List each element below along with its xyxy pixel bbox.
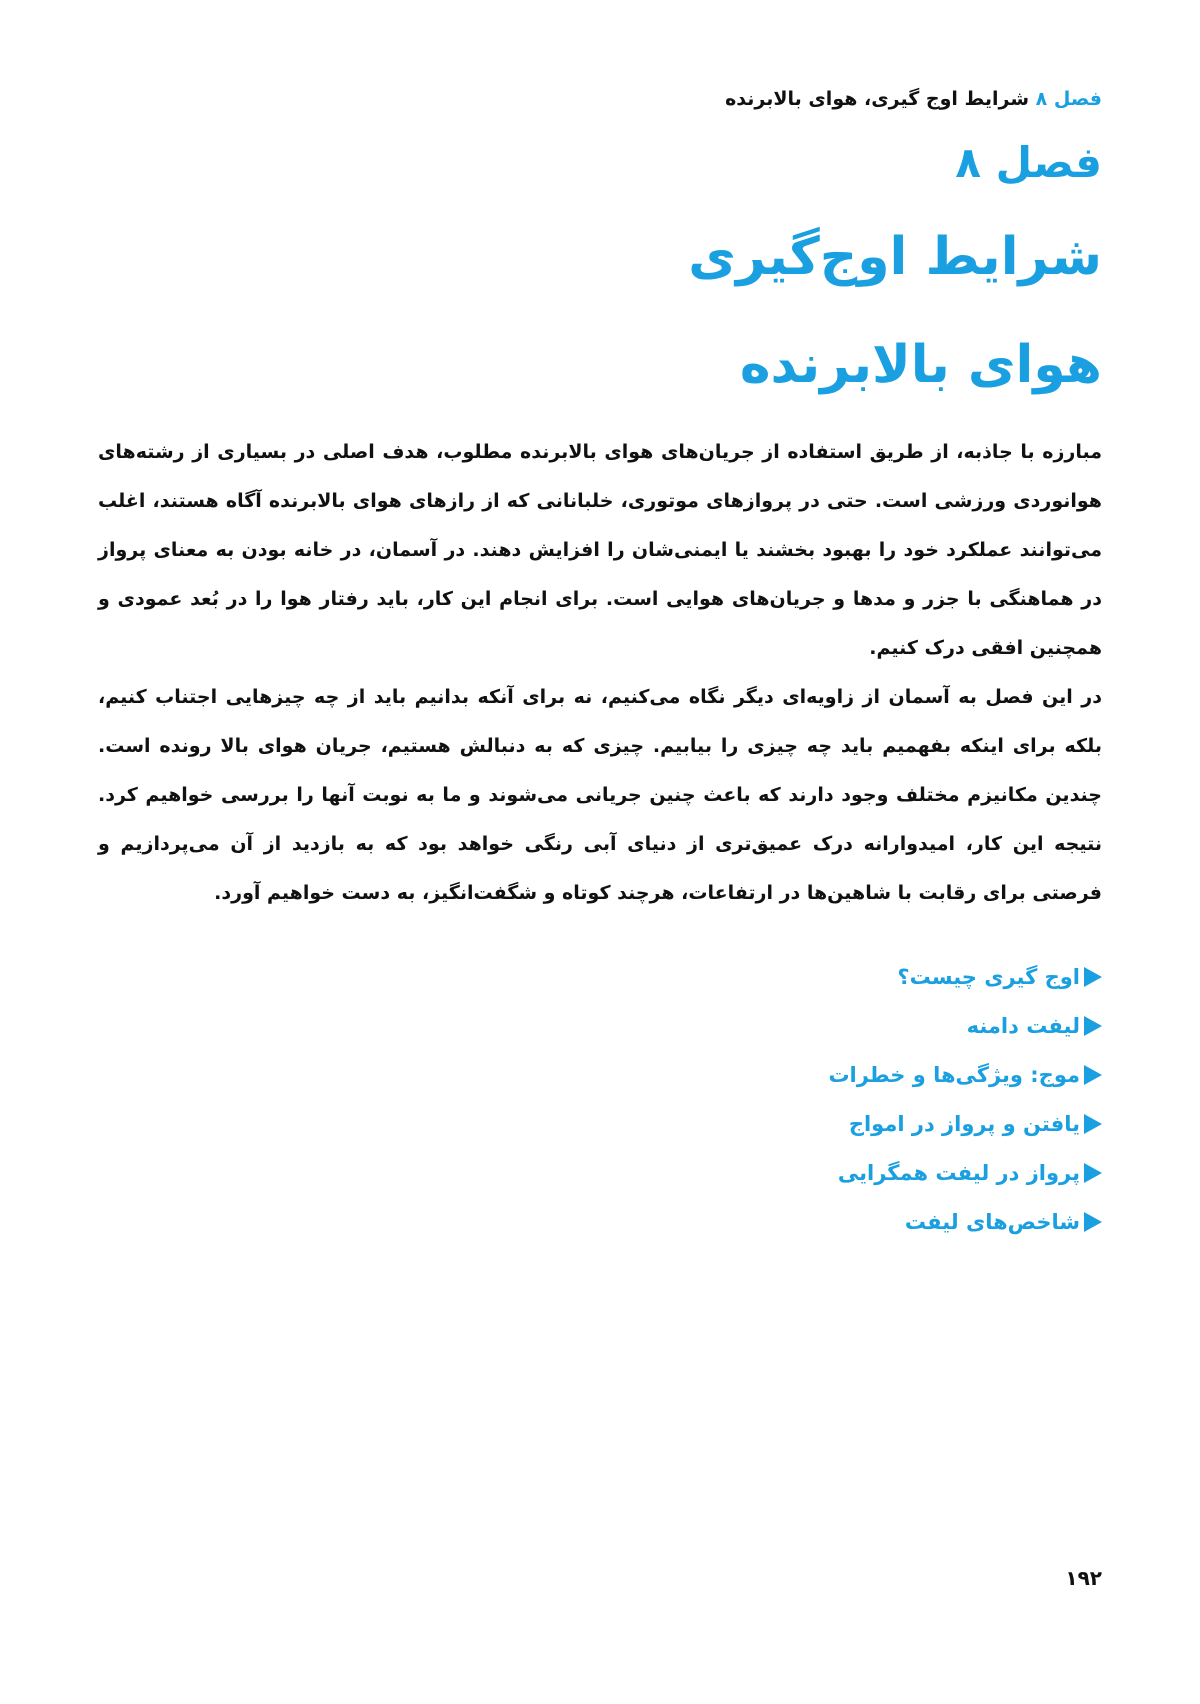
triangle-right-icon xyxy=(1084,1114,1102,1134)
section-link-finding-flying-waves[interactable] xyxy=(602,1099,1102,1148)
section-link-lift-indicators[interactable] xyxy=(602,1197,1102,1246)
section-link-label: شاخص‌های لیفت xyxy=(904,1209,1080,1234)
section-list xyxy=(602,952,1102,1246)
triangle-right-icon xyxy=(1084,1212,1102,1232)
triangle-right-icon xyxy=(1084,1016,1102,1036)
page-number: ۱۹۲ xyxy=(1065,1566,1102,1590)
triangle-right-icon xyxy=(1084,1163,1102,1183)
triangle-right-icon xyxy=(1084,967,1102,987)
running-header-chapter: فصل ۸ xyxy=(1035,88,1102,110)
triangle-right-icon xyxy=(1084,1065,1102,1085)
section-link-wave-features-hazards[interactable] xyxy=(602,1050,1102,1099)
section-link-convergence-lift[interactable] xyxy=(602,1148,1102,1197)
section-link-what-is-soaring[interactable] xyxy=(602,952,1102,1001)
section-link-label: پرواز در لیفت همگرایی xyxy=(837,1160,1080,1185)
section-link-label: یافتن و پرواز در امواج xyxy=(848,1111,1080,1136)
chapter-number: فصل ۸ xyxy=(955,138,1102,187)
chapter-title-line1: شرایط اوج‌گیری xyxy=(688,227,1102,287)
intro-paragraph-1: مبارزه با جاذبه، از طریق استفاده از جریان‌های هوای بالابرنده مطلوب، هدف اصلی در بسیاری از رشته‌های هوانوردی ورزشی است. حتی در پروازهای موتوری، خلبانانی که از رازهای هوای بالابرنده آگاه هستند، اغلب می‌توانند عملکرد خود را بهبود بخشند یا ایمنی‌شان را افزایش دهند. در آسمان، در خانه بودن به معنای پرواز در هماهنگی با جزر و مدها و جریان‌های هوایی است. برای انجام این کار، باید رفتار هوا را در بُعد عمودی و همچنین افقی درک کنیم. xyxy=(98,441,1102,659)
section-link-label: لیفت دامنه xyxy=(966,1013,1080,1038)
section-link-label: اوج گیری چیست؟ xyxy=(897,964,1080,989)
section-link-ridge-lift[interactable] xyxy=(602,1001,1102,1050)
running-header xyxy=(402,86,1102,113)
running-header-title: شرایط اوج گیری، هوای بالابرنده xyxy=(725,88,1030,110)
chapter-title-line2: هوای بالابرنده xyxy=(739,335,1102,395)
intro-paragraph-2: در این فصل به آسمان از زاویه‌ای دیگر نگاه می‌کنیم، نه برای آنکه بدانیم باید از چه چیزهایی اجتناب کنیم، بلکه برای اینکه بفهمیم باید چه چیزی را بیابیم. چیزی که به دنبالش هستیم، جریان هوای بالا رونده است. چندین مکانیزم مختلف وجود دارند که باعث چنین جریانی می‌شوند و ما به نوبت آنها را بررسی خواهیم کرد. نتیجه این کار، امیدوارانه درک عمیق‌تری از دنیای آبی رنگی خواهد بود که به بازدید از آن می‌پردازیم و فرصتی برای رقابت با شاهین‌ها در ارتفاعات، هرچند کوتاه و شگفت‌انگیز، به دست خواهیم آورد. xyxy=(98,686,1102,904)
section-link-label: موج: ویژگی‌ها و خطرات xyxy=(828,1062,1080,1087)
intro-body xyxy=(98,428,1102,918)
